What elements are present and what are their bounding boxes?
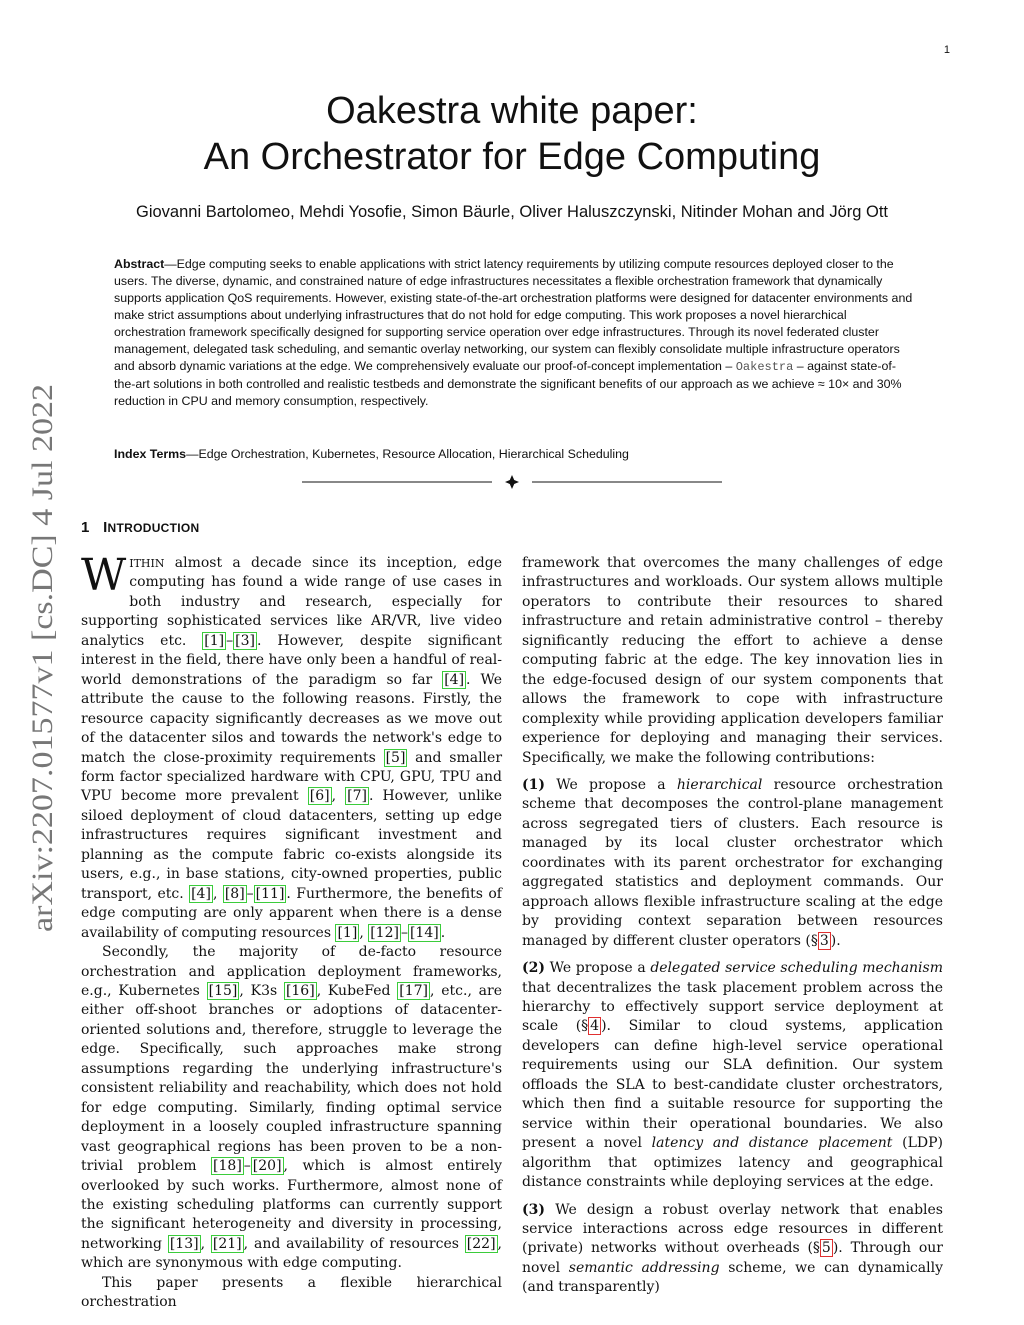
section-separator [302,472,722,492]
section-heading [81,519,200,536]
citation-link[interactable]: [5] [385,749,406,766]
text: scheme, we can dynamically (and transparently) [522,1259,943,1296]
contribution-1 [522,776,943,951]
contribution-label: (1) [522,776,545,793]
text: , etc., are either off-shoot branches or adoptions of datacenter-oriented solutions and, therefore, struggle to leverage the edge. Specifically, such approaches make strong assumptions regarding the underlying infrastructure's consistent reliability and reachability, which does not hold for edge computing. Similarly, finding optimal service deployment in a loosely coupled infrastructure spanning vast geographical regions has been proven to be a non-trivial problem [81,982,502,1175]
text: We propose a [545,960,651,977]
text: , which are synonymous with edge computing. [81,1235,502,1272]
index-terms [114,446,914,463]
section-ref-link[interactable]: 4 [590,1018,600,1035]
text: resource orchestration scheme that decomposes the control-plane management across segregated tiers of clusters. Each resource is managed by its local cluster orchestrator which coordinates with its parent orchestrator for exchanging aggregated statistics and deployment commands. Our approach allows flexible infrastructure scaling at the edge by providing context separation between resources managed by different cluster operators (§ [522,776,943,949]
text: that decentralizes the task placement problem across the hierarchy to effectively support service deployment at scale (§ [522,979,943,1035]
author-list: Giovanni Bartolomeo, Mehdi Yosofie, Simon Bäurle, Oliver Haluszczynski, Nitinder Mohan and Jörg Ott [135,203,889,221]
arxiv-stamp [22,380,62,940]
text: ). Similar to cloud systems, application developers can define high-level service operational requirements using our SLA definition. Our system offloads the SLA to best-candidate cluster orchestrators, which then find a suitable resource for supporting the service within their operational boundaries. We also present a novel [522,1018,944,1152]
drop-cap: W [81,550,127,601]
right-column [522,554,943,1298]
emphasis: hierarchical [676,776,763,793]
system-name: Oakestra [735,360,794,374]
citation-link[interactable]: [13] [169,1235,199,1252]
citation-link[interactable]: [18] [213,1158,242,1175]
section-number: 1 [81,519,90,536]
citation-link[interactable]: [22] [466,1235,496,1252]
text: , [331,788,346,805]
smallcaps-word: ITHIN [129,557,165,570]
citation-link[interactable]: [1] [204,632,225,649]
emphasis: delegated service scheduling mechanism [650,960,943,977]
text: , [212,885,223,902]
contribution-3 [522,1201,943,1298]
citation-link[interactable]: [3] [235,632,255,649]
contribution-label: (3) [522,1201,545,1218]
citation-link[interactable]: [16] [285,982,315,999]
text: . However, unlike siloed deployment of cloud datacenters, setting up edge infrastructures requires significant investment and planning as the compute fabric co-exists alongside its users, e.g., in base stations, city-owned properties, public transport, etc. [81,788,503,902]
text: We propose a [545,776,677,793]
citation-link[interactable]: [21] [212,1235,242,1252]
text: , and availability of resources [243,1235,465,1252]
text: . We attribute the cause to the following reasons. Firstly, the resource capacity significantly decreases as we move out of the datacenter silos and towards the network's edge to match the close-proximity requirements [81,671,502,766]
index-terms-lead: Index Terms [114,447,187,461]
text: almost a decade since its inception, edge computing has found a wide range of use cases in both industry and research, especially for supporting sophisticated services like AR/VR, live video analytics etc. [81,555,502,649]
abstract-lead: Abstract [114,257,165,271]
citation-link[interactable]: [7] [347,788,367,805]
text: – [246,885,254,902]
separator-star-icon [505,475,519,489]
paragraph [81,550,503,943]
paper-title [0,88,1024,180]
citation-link[interactable]: [17] [399,982,429,999]
citation-link[interactable]: [1] [337,924,358,941]
citation-link[interactable]: [11] [255,885,285,902]
text: , which is almost entirely overlooked by such works. Furthermore, almost none of the existing scheduling platforms can currently support the significant heterogeneity and diversity in processing, networking [81,1158,502,1252]
text: – [400,924,408,941]
left-column [81,550,503,1313]
emphasis: semantic addressing [568,1259,720,1276]
citation-link[interactable]: [20] [252,1158,282,1175]
index-terms-text: —Edge Orchestration, Kubernetes, Resource Allocation, Hierarchical Scheduling [186,447,629,461]
text: – [226,632,234,649]
citation-link[interactable]: [4] [444,671,465,688]
section-ref-link[interactable]: 3 [819,932,829,949]
section-title-first: I [103,519,108,536]
page-number: 1 [943,44,950,56]
title-line-2: An Orchestrator for Edge Computing [203,136,821,178]
paragraph [81,943,502,1274]
paragraph: framework that overcomes the many challenges of edge infrastructures and workloads. Our system allows multiple operators to contribute their resources to shared infrastructure and retain administrative control – thereby significantly reducing the effort to achieve a dense computing fabric at the edge. The key innovation lies in the edge-focused design of our system components that allows the framework to cope with infrastructure complexity while providing application developers familiar experience for deploying and managing their services. Specifically, we make the following contributions: [522,555,943,766]
section-ref-link[interactable]: 5 [821,1240,831,1257]
text: . Furthermore, the benefits of edge computing are only apparent when there is a dense availability of computing resources [81,885,502,941]
paragraph: This paper presents a flexible hierarchical orchestration [81,1274,502,1311]
section-title-rest: NTRODUCTION [107,521,200,535]
text: ). [830,932,841,949]
text: We design a robust overlay network that enables service interactions across edge resources in different (private) networks without overheads (§ [522,1201,943,1257]
title-line-1: Oakestra white paper: [326,90,698,132]
text: . However, despite significant interest in the field, there have only been a handful of real-world demonstrations of the paradigm so far [81,632,503,688]
text: , [200,1235,211,1252]
citation-link[interactable]: [12] [370,924,399,941]
arxiv-stamp-text: arXiv:2207.01577v1 [cs.DC] 4 Jul 2022 [26,448,59,932]
abstract [114,256,914,410]
text: (LDP) algorithm that optimizes latency and geographical distance constraints while deploying services at the edge. [522,1135,943,1191]
contribution-label: (2) [522,960,545,977]
citation-link[interactable]: [6] [309,788,330,805]
text: . [440,924,446,941]
text: , KubeFed [316,982,398,999]
text: Secondly, the majority of de-facto resource orchestration and application deployment frameworks, e.g., Kubernetes [81,944,502,999]
citation-link[interactable]: [14] [409,924,439,941]
citation-link[interactable]: [8] [224,885,245,902]
contribution-2 [522,959,943,1192]
emphasis: latency and distance placement [651,1135,893,1152]
abstract-text-1: —Edge computing seeks to enable applications with strict latency requirements by utilizing compute resources deployed closer to the users. The diverse, dynamic, and constrained nature of edge infrastructures necessitates a flexible orchestration framework that dynamically supports application QoS requirements. However, existing state-of-the-art orchestration platforms were designed for datacenter environments and make strict assumptions about underlying infrastructures that do not hold for edge computing. This work proposes a novel hierarchical orchestration framework specifically designed for supporting service operation over edge infrastructures. Through its novel federated cluster management, delegated task scheduling, and semantic overlay networking, our system can flexibly consolidate multiple infrastructure operators and absorb dynamic variations at the edge. We comprehensively evaluate our proof-of-concept implementation – [114,257,913,373]
text: – [243,1158,251,1175]
text: and smaller form factor specialized hardware with CPU, GPU, TPU and VPU become more prevalent [81,749,503,805]
abstract-text-2: – against state-of-the-art solutions in both controlled and realistic testbeds and demonstrate the significant benefits of our approach as we achieve ≈ 10× and 30% reduction in CPU and memory consumption, respectively. [114,359,902,408]
text: , [359,924,369,941]
text: , K3s [239,982,284,999]
citation-link[interactable]: [4] [191,885,211,902]
citation-link[interactable]: [15] [208,982,238,999]
text: ). Through our novel [522,1240,943,1276]
